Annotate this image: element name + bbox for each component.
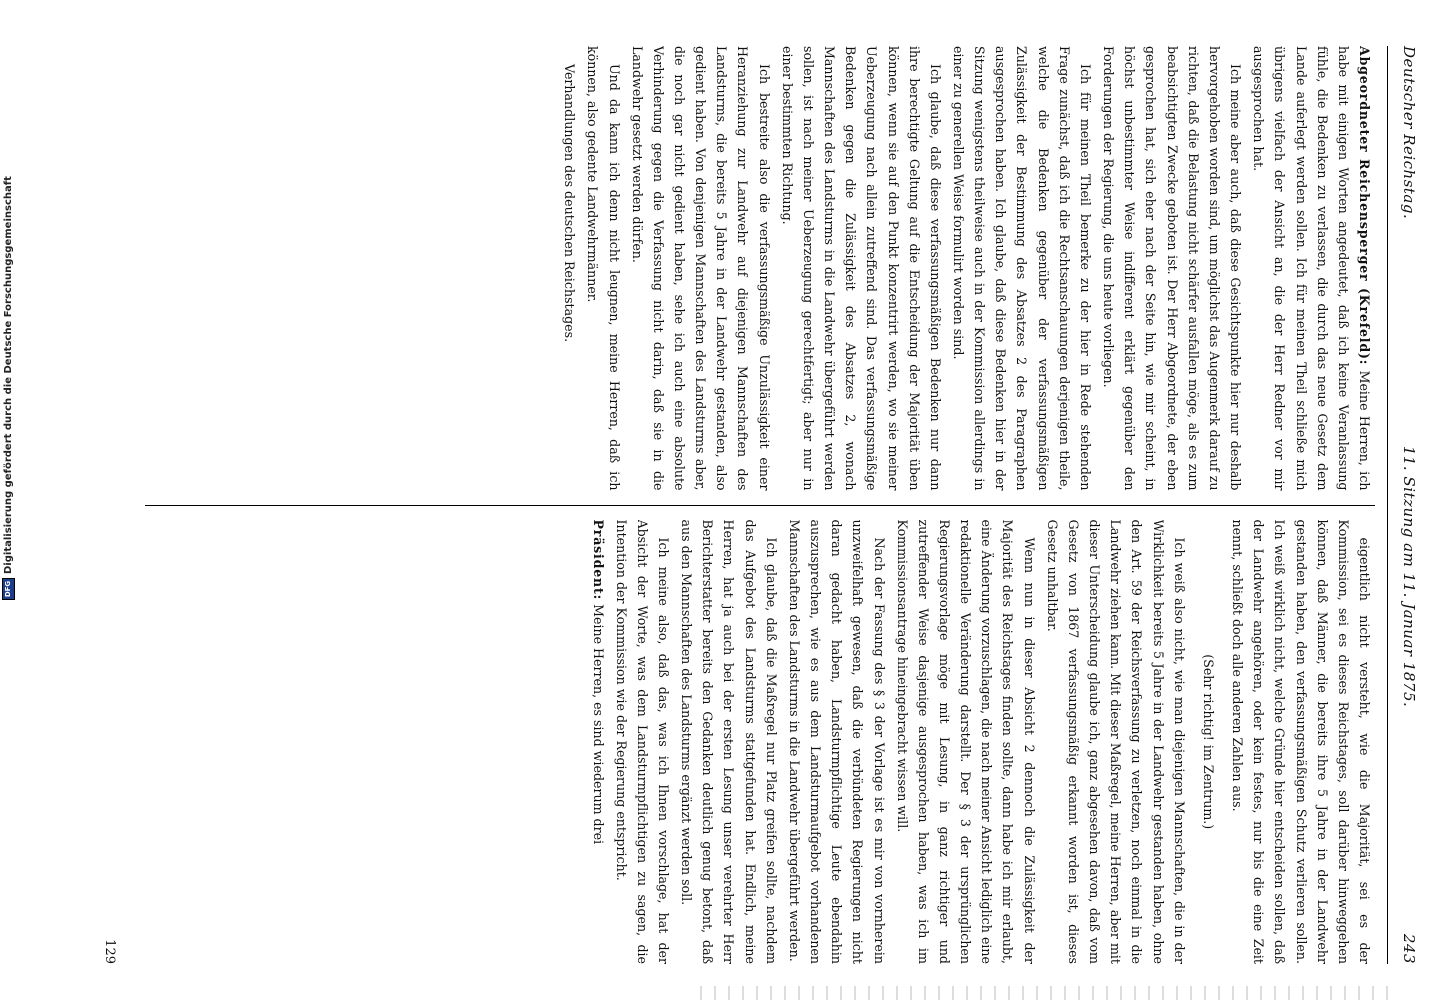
paragraph-text: Ich glaube, daß die Maßregel nur Platz greifen sollte, nachdem das Aufgebot des Landsturms stattgefunden hat. Endlich, meine Herren, hat ja auch bei der ersten Lesung unser verehrter Herr Berichterstatter bereits den Gedanken deutlich genug betont, daß aus den Mannschaften des Landsturms ergänzt werden soll. [679, 519, 779, 964]
paragraph [676, 520, 782, 965]
paragraph-text: Wenn nun in dieser Absicht 2 dennoch die Zulässigkeit der Majorität des Reichstages finden sollte, dann habe ich mir erlaubt, eine Änderung vorzuschlagen, die nach meiner Ansicht lediglich eine redaktionelle Veränderung darstellt. Der § 3 der ursprünglichen Regierungsvorlage möge mit Lesung, in ganz richtiger und zutreffender Weise dasjenige ausgesprochen haben, was ich im Kommissionsantrage hineingebracht wissen will. [894, 519, 1037, 964]
credit-text: Digitalisierung gefördert durch die Deutsche Forschungsgemeinschaft [3, 176, 14, 574]
speaker-name: Präsident: [590, 519, 606, 601]
paragraph [892, 520, 1040, 965]
paragraph-text: Verhandlungen des deutschen Reichstages. [562, 64, 578, 343]
paragraph-text: Nach der Fassung des § 3 der Vorlage ist es mir von vornherein unzweifelhaft gewesen, daß die verbündeten Regierungen nicht daran gedacht haben, Landsturmpflichtige Leute ebendahin auszusprechen, wie es aus dem Landsturmaufgebot vorhandenen Mannschaften des Landsturms in die Landwehr übergeführt werden. [786, 519, 887, 964]
rotated-scanned-page [98, 30, 1428, 980]
page-number: 129 [102, 939, 117, 964]
paragraph [1227, 520, 1375, 965]
paragraph [582, 46, 624, 491]
scan-edge-noise [700, 986, 1400, 1000]
paragraph-text: eigentlich nicht versteht, wie die Majorität, sei es der Kommission, sei es dieses Reichstages, soll darüber hinweggehen können, daß Männer, die bereits ihre 5 Jahre in der Landwehr gestanden haben, den verfassungsmäßigen Schutz verlieren sollen. Ich weiß wirklich nicht, welche Gründe hier entscheiden sollen, daß der Landwehr angehören, oder kein festes, nur bis die eine Zeit nennt, schließt doch alle anderen Zahlen aus. [1230, 519, 1372, 964]
paragraph [1042, 520, 1190, 965]
speaker-name: Abgeordneter Reichensperger (Krefeld): [1357, 46, 1372, 366]
paragraph-text: Ich für meinen Theil bemerke zu der hier in Rede stehenden Frage zunächst, daß ich die Rechtsanschauungen derjenigen theile, welche die Bedenken gegenüber der verfassungsmäßigen Zulässigkeit der Bestimmung des Absatzes 2 des Paragraphen ausgesprochen haben. Ich glaube, daß diese Bedenken hier in der Sitzung wenigstens theilweise auch in der Kommission allerdings in einer zu generellen Weise formulirt worden sind. [951, 46, 1093, 491]
paragraph [559, 46, 580, 491]
paragraph-text: (Sehr richtig! im Zentrum.) [1200, 654, 1216, 830]
header-center: 11. Sitzung am 11. Januar 1875. [1400, 445, 1418, 708]
digitization-credit [2, 176, 15, 600]
paragraph-text: Ich meine also, daß das, was ich Ihnen vorschlage, hat der Absicht der Worte, was dem Landsturmpflichtigen zu sagen, die Intention der Kommission wie der Regierung entspricht. [613, 519, 671, 964]
paragraph-text: Ich meine aber auch, daß diese Gesichtspunkte hier nur deshalb hervorgehoben worden sind, um möglichst das Augenmerk darauf zu richten, daß die Belastung nicht schärfer ausfallen möge, als es zum beabsichtigten Zwecke geboten ist. Der Herr Abgeordnete, der eben gesprochen hat, sich eher nach der Seite hin, wie mir scheint, in höchst unbestimmter Weise indifferent erklärt gegenüber den Forderungen der Regierung, die uns heute vorliegen. [1101, 46, 1244, 491]
paragraph [587, 520, 608, 965]
paragraph [777, 46, 946, 491]
paragraph-text: Meine Herren, ich habe mit einigen Worten angedeutet, daß ich keine Veranlassung fühle, die Bedenken zu verlassen, die durch das neue Gesetz dem Lande auferlegt werden sollen. Ich für meinen Theil schließe mich übrigens vielfach der Ansicht an, die der Herr Redner vor mir ausgesprochen hat. [1251, 46, 1372, 491]
paragraph [627, 46, 775, 491]
paragraph-text: Ich weiß also nicht, wie man diejenigen Mannschaften, die in der Wirklichkeit bereits 5 Jahre in der Landwehr gestanden haben, ohne den Art. 59 der Reichsverfassung zu verletzen, noch einmal in die Landwehr ziehen kann. Mit dieser Maßregel, meine Herren, aber mit dieser Unterscheidung glaube ich, ganz abgesehen davon, daß vom Gesetz von 1867 verfassungsmäßig erkannt worden ist, dieses Gesetz unhaltbar. [1044, 519, 1187, 964]
paragraph [1098, 46, 1246, 491]
header-left: Deutscher Reichstag. [1400, 46, 1418, 220]
paragraph-text: Meine Herren, es sind wiederum drei [590, 604, 606, 845]
left-column [145, 46, 1375, 491]
paragraph-text: Und da kann ich denn nicht leugnen, meine Herren, daß ich können, also gedente Landwehrmänner. [585, 46, 622, 491]
paragraph-text: Ich bestreite also die verfassungsmäßige Unzulässigkeit einer Heranziehung zur Landwehr auf diejenigen Mannschaften des Landsturms, die bereits 5 Jahre in der Landwehr gestanden, also gedient haben. Von denjenigen Mannschaften des Landsturms aber, die noch gar nicht gedient haben, sehe ich auch eine absolute Verhinderung gegen die Verfassung nicht darin, daß sie in die Landwehr gesetzt werden dürfen. [629, 46, 772, 491]
paragraph [611, 520, 674, 965]
paragraph [1248, 46, 1375, 491]
dfg-logo: DFG [2, 578, 15, 600]
header-page-number: 243 [1400, 933, 1418, 964]
paragraph [784, 520, 890, 965]
text-columns [145, 46, 1375, 964]
page-header [1387, 46, 1418, 964]
paragraph [948, 46, 1096, 491]
right-column [145, 520, 1375, 965]
paragraph [1198, 520, 1219, 965]
column-divider [145, 505, 1375, 506]
paragraph-text: Ich glaube, daß diese verfassungsmäßigen Bedenken nur dann ihre berechtigte Geltung auf die Entscheidung der Majorität üben können, wenn sie auf den Punkt konzentrirt werden, wo sie meiner Ueberzeugung nach allein zutreffend sind. Das verfassungsmäßige Bedenken gegen die Zulässigkeit des Absatzes 2, wonach Mannschaften des Landsturms in die Landwehr übergeführt werden sollen, ist nach meiner Ueberzeugung gerechtfertigt; aber nur in einer bestimmten Richtung. [779, 46, 943, 491]
